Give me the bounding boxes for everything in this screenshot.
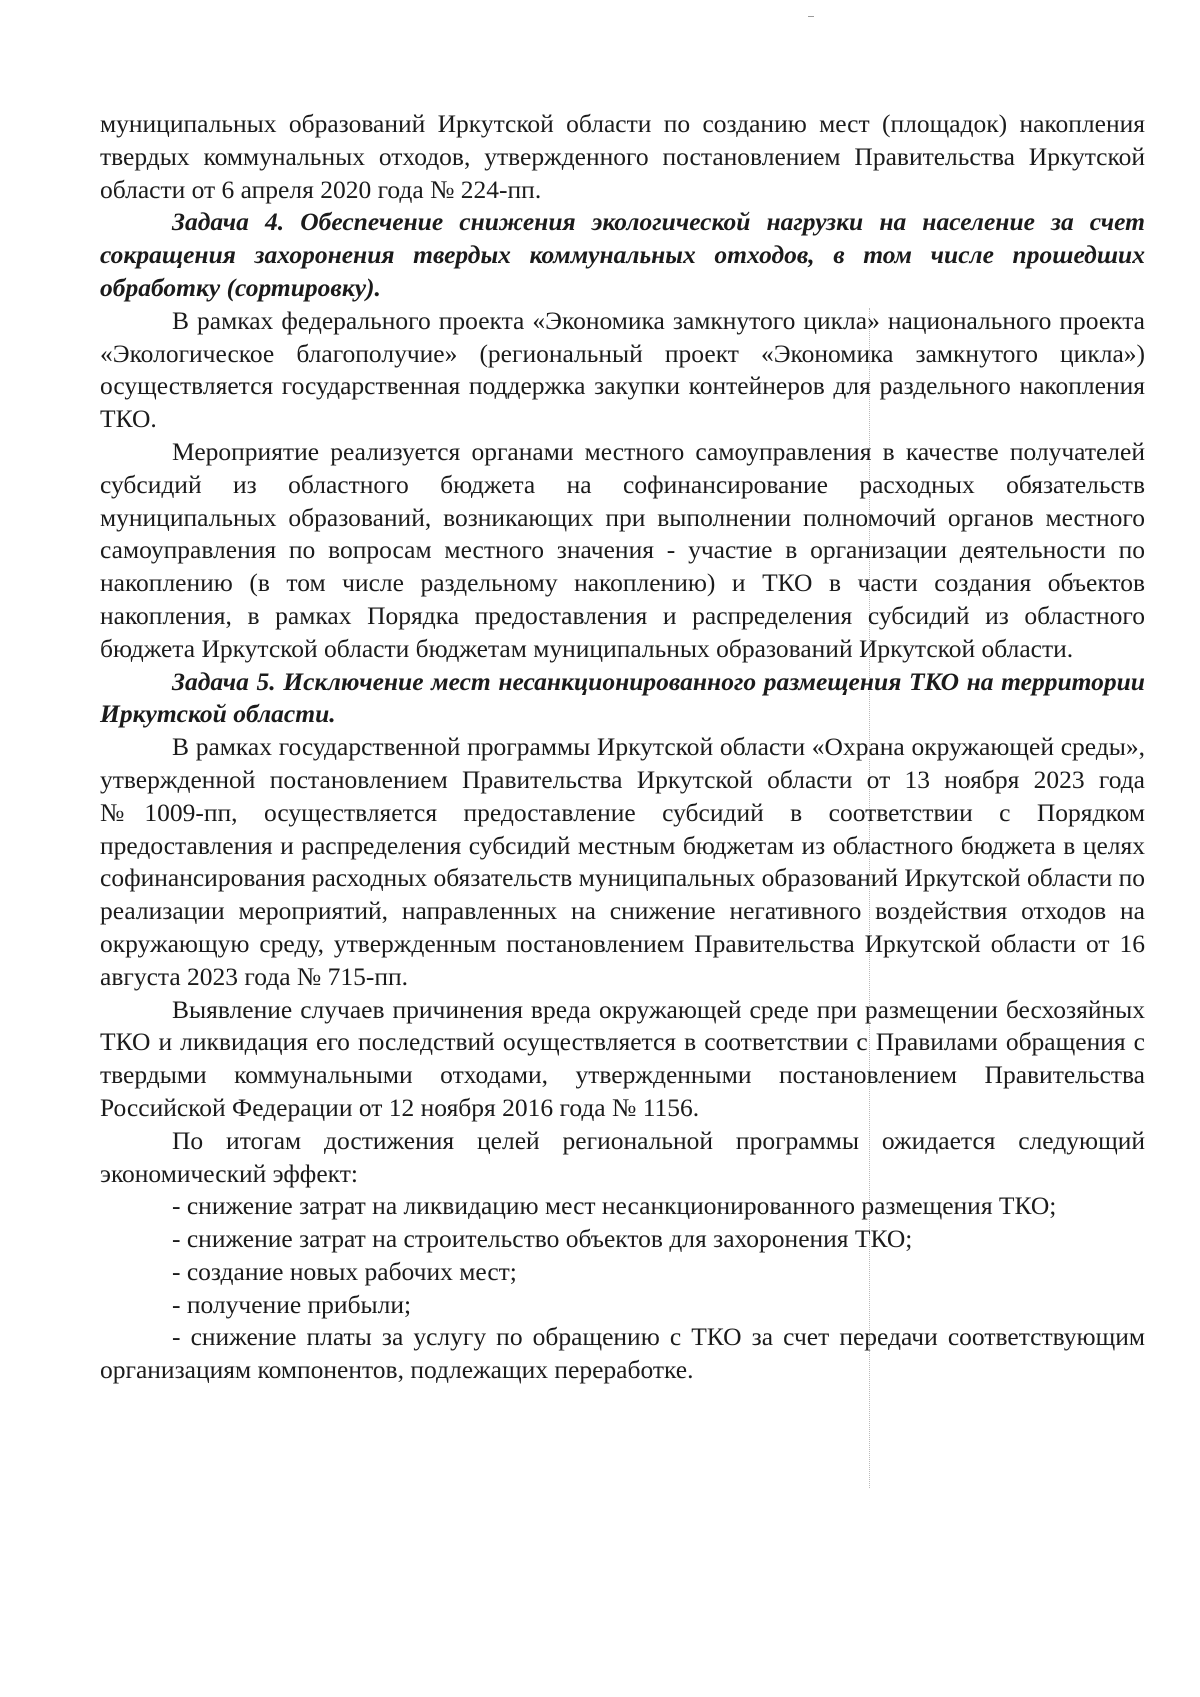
paragraph-state-program: В рамках государственной программы Иркутской области «Охрана окружающей среды», утвержденной постановлением Правительства Иркутской области от 13 ноября 2023 года №1009-пп, осуществляется предоставление субсидий в соответствии с Порядком предоставления и распределения субсидий местным бюджетам из областного бюджета в целях софинансирования расходных обязательств муниципальных образований Иркутской области по реализации мероприятий, направленных на снижение негативного воздействия отходов на окружающую среду, утвержденным постановлением Правительства Иркутской области от 16 августа 2023 года № 715-пп. <box>100 732 1146 991</box>
paragraph-continuation: муниципальных образований Иркутской области по созданию мест (площадок) накопления твердых коммунальных отходов, утвержденного постановлением Правительства Иркутской области от 6 апреля 2020 года № 224-пп. <box>100 109 1145 204</box>
task-4-heading: Задача 4. Обеспечение снижения экологической нагрузки на население за счет сокращения захоронения твердых коммунальных отходов, в том числе прошедших обработку (сортировку). <box>100 207 1145 302</box>
list-item: - создание новых рабочих мест; <box>172 1256 517 1286</box>
paragraph-damage-detection: Выявление случаев причинения вреда окружающей среде при размещении бесхозяйных ТКО и ликвидация его последствий осуществляется в соответствии с Правилами обращения с твердыми коммунальными отходами, утвержденными постановлением Правительства Российской Федерации от 12 ноября 2016 года № 1156. <box>100 994 1145 1122</box>
paragraph-federal-project: В рамках федерального проекта «Экономика замкнутого цикла» национального проекта «Экологическое благополучие» (региональный проект «Экономика замкнутого цикла») осуществляется государственная поддержка закупки контейнеров для раздельного накопления ТКО. <box>100 305 1145 434</box>
list-item: - снижение затрат на ликвидацию мест несанкционированного размещения ТКО; <box>172 1191 1057 1221</box>
document-body <box>100 108 1145 1387</box>
task-5-heading: Задача 5. Исключение мест несанкционированного размещения ТКО на территории Иркутской области. <box>100 666 1145 729</box>
scan-artifact-dot <box>808 16 814 17</box>
list-item: - снижение затрат на строительство объектов для захоронения ТКО; <box>172 1224 913 1254</box>
list-item: - получение прибыли; <box>172 1289 412 1319</box>
list-item: - снижение платы за услугу по обращению с ТКО за счет передачи соответствующим организациям компонентов, подлежащих переработке. <box>100 1322 1145 1385</box>
paragraph-subsidies: Мероприятие реализуется органами местного самоуправления в качестве получателей субсидий из областного бюджета на софинансирование расходных обязательств муниципальных образований, возникающих при выполнении полномочий органов местного самоуправления по вопросам местного значения - участие в организации деятельности по накоплению (в том числе раздельному накоплению) и ТКО в части создания объектов накопления, в рамках Порядка предоставления и распределения субсидий из областного бюджета Иркутской области бюджетам муниципальных образований Иркутской области. <box>100 436 1145 663</box>
paragraph-economic-effect: По итогам достижения целей региональной программы ожидается следующий экономический эффект: <box>100 1125 1145 1188</box>
